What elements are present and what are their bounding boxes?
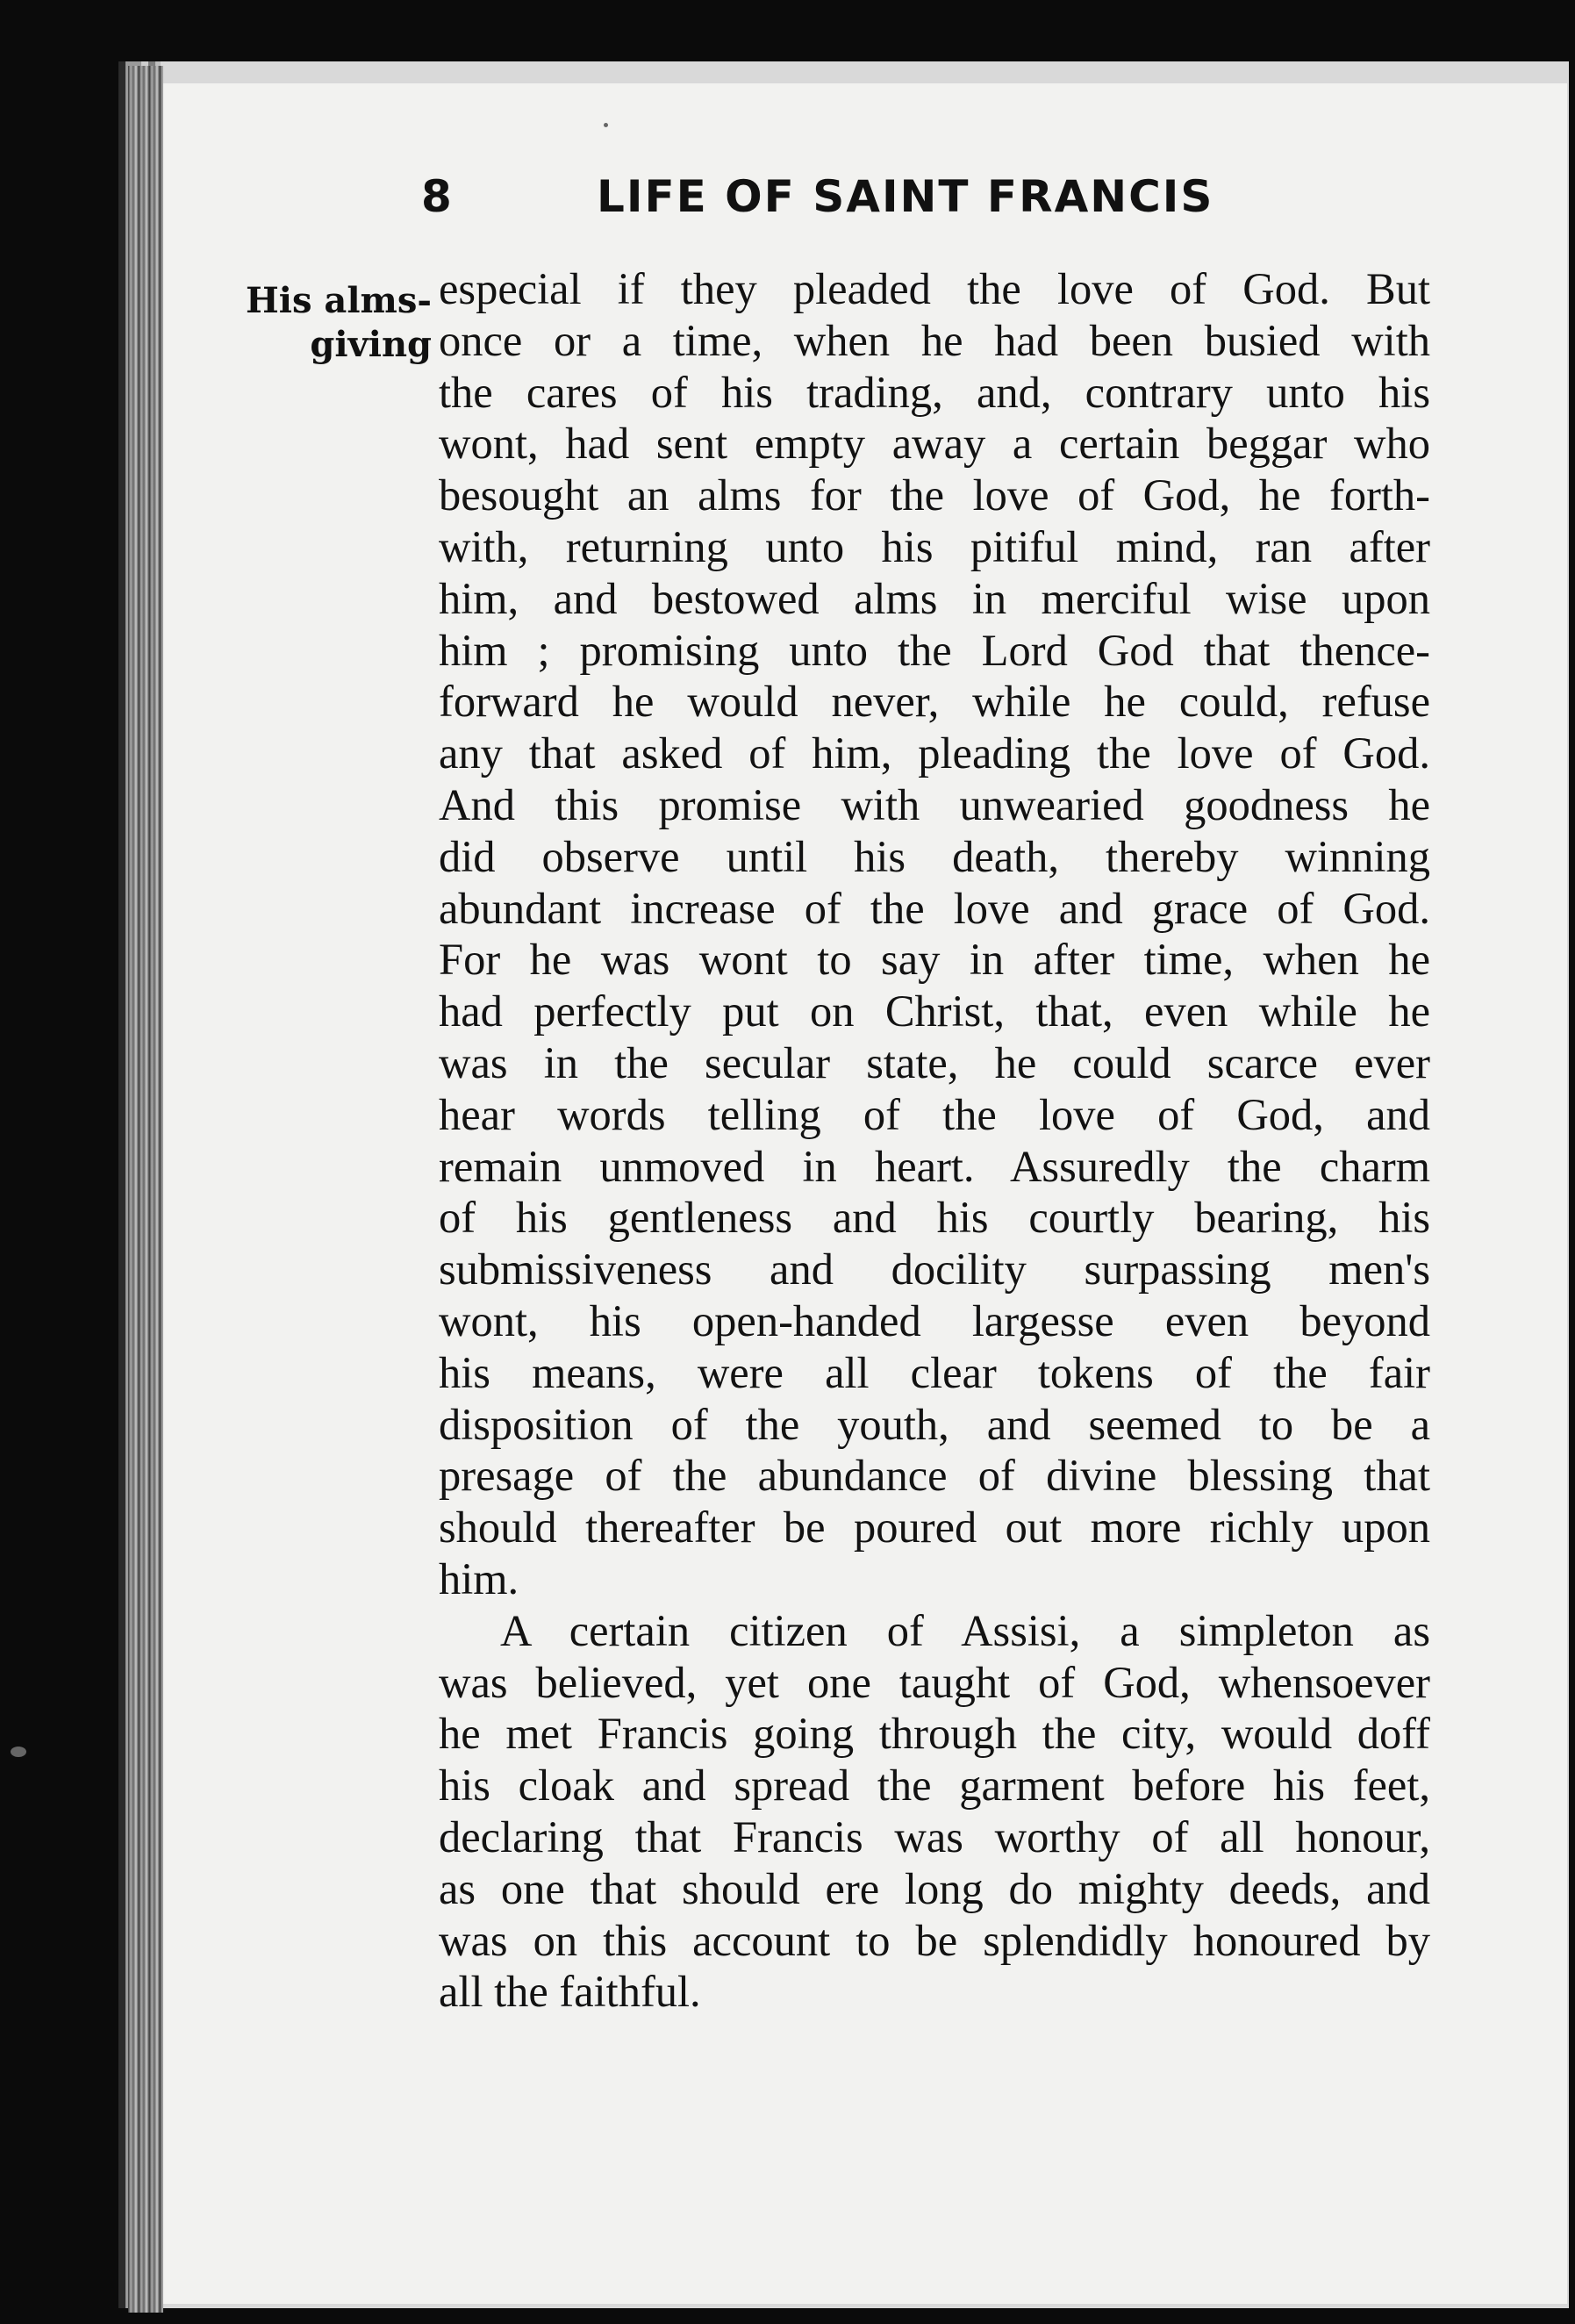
text-line: presage of the abundance of divine blessing that: [439, 1451, 1430, 1501]
margin-note: [230, 279, 432, 367]
text-line: with, returning unto his pitiful mind, ran after: [439, 521, 1430, 571]
text-line: A certain citizen of Assisi, a simpleton as: [500, 1605, 1430, 1655]
text-line: was believed, yet one taught of God, whensoever: [439, 1657, 1430, 1707]
text-line: him, and bestowed alms in merciful wise upon: [439, 573, 1430, 623]
text-line: besought an alms for the love of God, he forth-: [439, 470, 1430, 520]
page-number: 8: [421, 171, 454, 222]
text-line: any that asked of him, pleading the love of God.: [439, 728, 1430, 778]
text-line: For he was wont to say in after time, when he: [439, 935, 1430, 985]
text-line: the cares of his trading, and, contrary unto his: [439, 367, 1430, 417]
text-line: hear words telling of the love of God, and: [439, 1089, 1430, 1139]
text-line: him.: [439, 1553, 519, 1603]
body-text: [439, 263, 1430, 2018]
text-line: did observe until his death, thereby winning: [439, 831, 1430, 881]
text-line: as one that should ere long do mighty deeds, and: [439, 1863, 1430, 1913]
text-line: should thereafter be poured out more richly upon: [439, 1503, 1430, 1553]
text-line: had perfectly put on Christ, that, even while he: [439, 986, 1430, 1036]
page-title: LIFE OF SAINT FRANCIS: [597, 171, 1214, 222]
text-line: remain unmoved in heart. Assuredly the charm: [439, 1141, 1430, 1191]
scan-speck: [604, 123, 608, 127]
text-line: submissiveness and docility surpassing men's: [439, 1244, 1430, 1295]
text-line: And this promise with unwearied goodness he: [439, 779, 1430, 829]
text-line: his means, were all clear tokens of the fair: [439, 1347, 1430, 1397]
text-line: was on this account to be splendidly honoured by: [439, 1915, 1430, 1965]
text-line: abundant increase of the love and grace of God.: [439, 883, 1430, 933]
margin-note-line-1: His alms-: [246, 280, 432, 321]
text-line: declaring that Francis was worthy of all honour,: [439, 1811, 1430, 1861]
running-head: [421, 171, 1299, 241]
text-line: once or a time, when he had been busied with: [439, 315, 1430, 365]
text-line: he met Francis going through the city, would doff: [439, 1709, 1430, 1759]
text-line: disposition of the youth, and seemed to be a: [439, 1399, 1430, 1449]
text-line: all the faithful.: [439, 1967, 701, 2017]
paragraph-2: [439, 1605, 1430, 2018]
scan-speck: [11, 1747, 26, 1757]
text-line: was in the secular state, he could scarce ever: [439, 1037, 1430, 1087]
text-line: of his gentleness and his courtly bearing, his: [439, 1193, 1430, 1243]
text-line: him ; promising unto the Lord God that thence-: [439, 625, 1430, 675]
text-line: especial if they pleaded the love of God. But: [439, 264, 1430, 313]
margin-note-line-2: giving: [310, 324, 432, 365]
text-line: his cloak and spread the garment before his feet,: [439, 1761, 1430, 1811]
text-line: wont, his open-handed largesse even beyond: [439, 1295, 1430, 1345]
text-line: forward he would never, while he could, refuse: [439, 677, 1430, 727]
text-line: wont, had sent empty away a certain beggar who: [439, 419, 1430, 469]
paragraph-1: [439, 263, 1430, 1605]
